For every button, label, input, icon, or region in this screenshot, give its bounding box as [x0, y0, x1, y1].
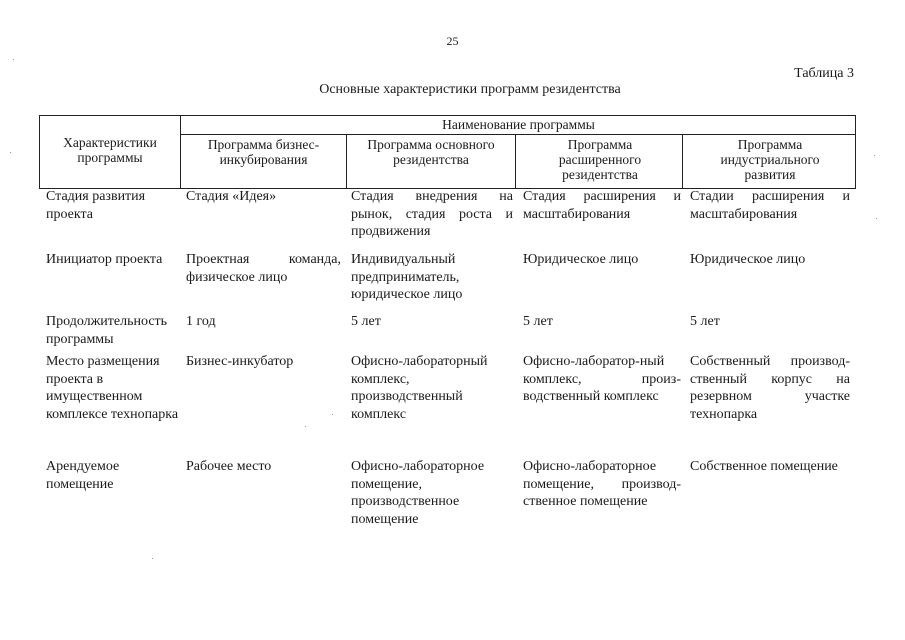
- cell-initiator-industrial: Юридическое лицо: [690, 252, 806, 267]
- column-divider: [346, 134, 347, 188]
- scan-speck: [305, 426, 306, 427]
- header-program-industrial: Программа индустриального развития: [720, 137, 820, 182]
- column-divider: [682, 134, 683, 188]
- cell-stage-industrial: Стадии расширения и масштабирования: [690, 189, 850, 222]
- cell-stage-incubation: Стадия «Идея»: [186, 189, 277, 204]
- cell-duration-basic: 5 лет: [351, 314, 381, 329]
- header-program-incubation: Программа бизнес-инкубирования: [207, 137, 320, 167]
- cell-premises-incubation: Рабочее место: [186, 459, 272, 474]
- header-divider: [180, 134, 855, 135]
- row-label-location: Место размещения проекта в имущественном комплексе технопарка: [46, 354, 179, 422]
- cell-duration-industrial: 5 лет: [690, 314, 720, 329]
- cell-premises-industrial: Собственное помещение: [690, 459, 838, 474]
- cell-premises-basic: Офисно-лабораторное помещение, производственное помещение: [351, 459, 485, 527]
- cell-duration-extended: 5 лет: [523, 314, 553, 329]
- scan-speck: [876, 218, 877, 219]
- scan-speck: [874, 155, 875, 156]
- header-program-extended: Программа расширенного резидентства: [558, 137, 642, 182]
- cell-initiator-incubation: Проектная команда, физическое лицо: [186, 252, 341, 285]
- row-label-initiator: Инициатор проекта: [46, 252, 163, 267]
- table-title: Основные характеристики программ резидентства: [319, 82, 621, 97]
- cell-stage-basic: Стадия внедрения на рынок, стадия роста и продвижения: [351, 189, 513, 239]
- column-divider: [515, 134, 516, 188]
- cell-duration-incubation: 1 год: [186, 314, 216, 329]
- cell-location-incubation: Бизнес-инкубатор: [186, 354, 294, 369]
- table-header: [39, 115, 856, 189]
- row-label-stage: Стадия развития проекта: [46, 189, 146, 222]
- cell-initiator-basic: Индивидуальный предприниматель, юридическое лицо: [351, 252, 463, 302]
- scan-speck: [332, 414, 333, 415]
- scan-speck: [152, 558, 153, 559]
- cell-location-basic: Офисно-лабораторный комплекс, производственный комплекс: [351, 354, 488, 422]
- header-characteristics: Характеристики программы: [63, 135, 157, 165]
- scan-speck: [10, 152, 11, 153]
- scan-speck: [13, 59, 14, 60]
- cell-location-industrial: Собственный производ-ственный корпус на резервном участке технопарка: [690, 354, 850, 422]
- cell-location-extended: Офисно-лаборатор-ный комплекс, произ-водственный комплекс: [523, 354, 681, 404]
- header-program-basic: Программа основного резидентства: [367, 137, 495, 167]
- header-program-name: Наименование программы: [442, 117, 595, 132]
- cell-initiator-extended: Юридическое лицо: [523, 252, 639, 267]
- row-label-duration: Продолжительность программы: [46, 314, 168, 347]
- row-label-premises: Арендуемое помещение: [46, 459, 120, 492]
- table-label: Таблица 3: [794, 66, 854, 81]
- cell-stage-extended: Стадия расширения и масштабирования: [523, 189, 681, 222]
- cell-premises-extended: Офисно-лабораторное помещение, производ-ственное помещение: [523, 459, 681, 509]
- page-number: 25: [446, 34, 459, 48]
